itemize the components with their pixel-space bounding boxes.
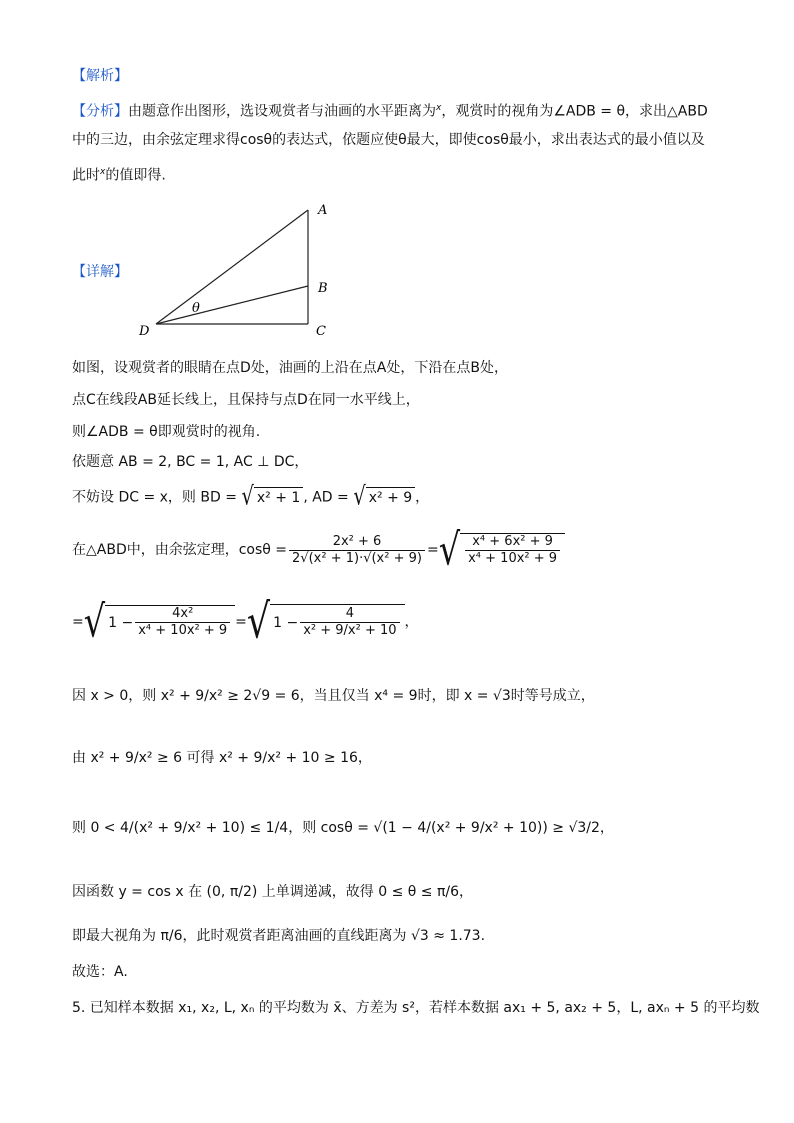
detail-line-3: 则∠ADB = θ即观赏时的视角. bbox=[72, 424, 261, 440]
p6-text-a: 在△ABD中，由余弦定理，cosθ = bbox=[72, 542, 288, 558]
analysis-line-1 bbox=[72, 98, 708, 122]
detail-line-6 bbox=[72, 524, 565, 575]
label-A: A bbox=[318, 203, 328, 218]
detail-line-2: 点C在线段AB延长线上，且保持与点D在同一水平线上， bbox=[72, 392, 420, 408]
analysis-text-1b: ，观赏时的视角为∠ADB = θ，求出△ABD bbox=[441, 103, 708, 120]
p5-text-a: 不妨设 DC = x，则 BD = bbox=[72, 489, 242, 506]
sqrt-fraction-2: √ 1 − $\frac{\text{4x²}}{\text{x⁴ + 10x² + 9}}$ bbox=[84, 605, 235, 639]
detail-line-13: 故选：A. bbox=[72, 964, 128, 980]
detail-label: 【详解】 bbox=[72, 264, 128, 280]
analysis-text-1a: 由题意作出图形，选设观赏者与油画的水平距离为 bbox=[128, 103, 436, 120]
sqrt-ad: √ x² + 9 bbox=[353, 487, 415, 508]
sqrt-fraction-3: √ 1 − $\frac{4}{\text{x² + 9/x² + 10}}$ bbox=[247, 604, 405, 640]
label-D: D bbox=[139, 324, 150, 339]
analysis-line-3 bbox=[72, 162, 166, 186]
fraction-4 bbox=[300, 606, 399, 639]
detail-line-7 bbox=[72, 593, 419, 650]
detail-line-4: 依题意 AB = 2, BC = 1, AC ⊥ DC， bbox=[72, 454, 309, 470]
cos-fraction-2 bbox=[465, 534, 560, 567]
p5-text-c: , AD = bbox=[303, 489, 354, 506]
var-x-2: x bbox=[100, 167, 106, 177]
analysis-text-3b: 的值即得. bbox=[105, 167, 166, 184]
detail-line-1: 如图，设观赏者的眼睛在点D处，油画的上沿在点A处，下沿在点B处， bbox=[72, 360, 508, 376]
cos-fraction-1-den: 2√(x² + 1)·√(x² + 9) bbox=[289, 550, 425, 567]
fraction-4-num: 4 bbox=[345, 606, 354, 621]
p7-one: 1 − bbox=[108, 614, 134, 631]
var-x: x bbox=[436, 103, 442, 113]
segment-DB bbox=[156, 286, 308, 324]
detail-line-8: 因 x > 0，则 x² + 9/x² ≥ 2√9 = 6，当且仅当 x⁴ = 9时，即 x = √3时等号成立， bbox=[72, 688, 595, 704]
detail-line-9: 由 x² + 9/x² ≥ 6 可得 x² + 9/x² + 10 ≥ 16， bbox=[72, 750, 372, 766]
p5-text-e: ， bbox=[415, 489, 430, 506]
p7-end: ， bbox=[404, 614, 419, 630]
fraction-4-den: x² + 9/x² + 10 bbox=[300, 622, 399, 639]
detail-line-5 bbox=[72, 481, 430, 512]
p6-eq: = bbox=[426, 542, 439, 558]
sqrt-ad-body: x² + 9 bbox=[366, 487, 415, 508]
fraction-3-num: 4x² bbox=[172, 606, 194, 621]
detail-line-10: 则 0 < 4/(x² + 9/x² + 10) ≤ 1/4，则 cosθ = √(1 − 4/(x² + 9/x² + 10)) ≥ √3/2， bbox=[72, 820, 614, 836]
fraction-3 bbox=[135, 606, 230, 639]
sqrt-fraction-1: √ $\frac{\text{x⁴ + 6x² + 9}}{\text{x⁴ + 10x² + 9}}$ bbox=[439, 533, 565, 567]
analysis-line-2: 中的三边，由余弦定理求得cosθ的表达式，依题应使θ最大，即使cosθ最小，求出表达式的最小值以及 bbox=[72, 132, 705, 148]
p7-eq2: = bbox=[235, 614, 247, 630]
detail-line-11: 因函数 y = cos x 在 (0, π/2) 上单调递减，故得 0 ≤ θ ≤ π/6， bbox=[72, 884, 474, 900]
sqrt-bd-body: x² + 1 bbox=[254, 487, 303, 508]
detail-line-12: 即最大视角为 π/6，此时观赏者距离油画的直线距离为 √3 ≈ 1.73. bbox=[72, 928, 486, 944]
cos-fraction-2-num: x⁴ + 6x² + 9 bbox=[472, 534, 553, 549]
sqrt-bd: √ x² + 1 bbox=[241, 487, 303, 508]
p7-eq: = bbox=[72, 614, 84, 630]
cos-fraction-2-den: x⁴ + 10x² + 9 bbox=[465, 550, 560, 567]
analysis-label: 【分析】 bbox=[72, 103, 128, 120]
label-C: C bbox=[316, 324, 326, 339]
analysis-text-3a: 此时 bbox=[72, 167, 100, 184]
triangle-diagram bbox=[130, 196, 340, 346]
label-B: B bbox=[318, 281, 328, 296]
cos-fraction-1-num: 2x² + 6 bbox=[332, 533, 382, 549]
question-5-line: 5. 已知样本数据 x₁, x₂, L, xₙ 的平均数为 x̄、方差为 s²，若样本数据 ax₁ + 5, ax₂ + 5，L, axₙ + 5 的平均数 bbox=[72, 1000, 760, 1016]
fraction-3-den: x⁴ + 10x² + 9 bbox=[135, 622, 230, 639]
segment-DA bbox=[156, 210, 308, 324]
label-theta: θ bbox=[192, 301, 200, 316]
p7-one-2: 1 − bbox=[273, 614, 299, 631]
section-heading-jiexi: 【解析】 bbox=[72, 68, 128, 84]
cos-fraction-1 bbox=[289, 534, 425, 567]
